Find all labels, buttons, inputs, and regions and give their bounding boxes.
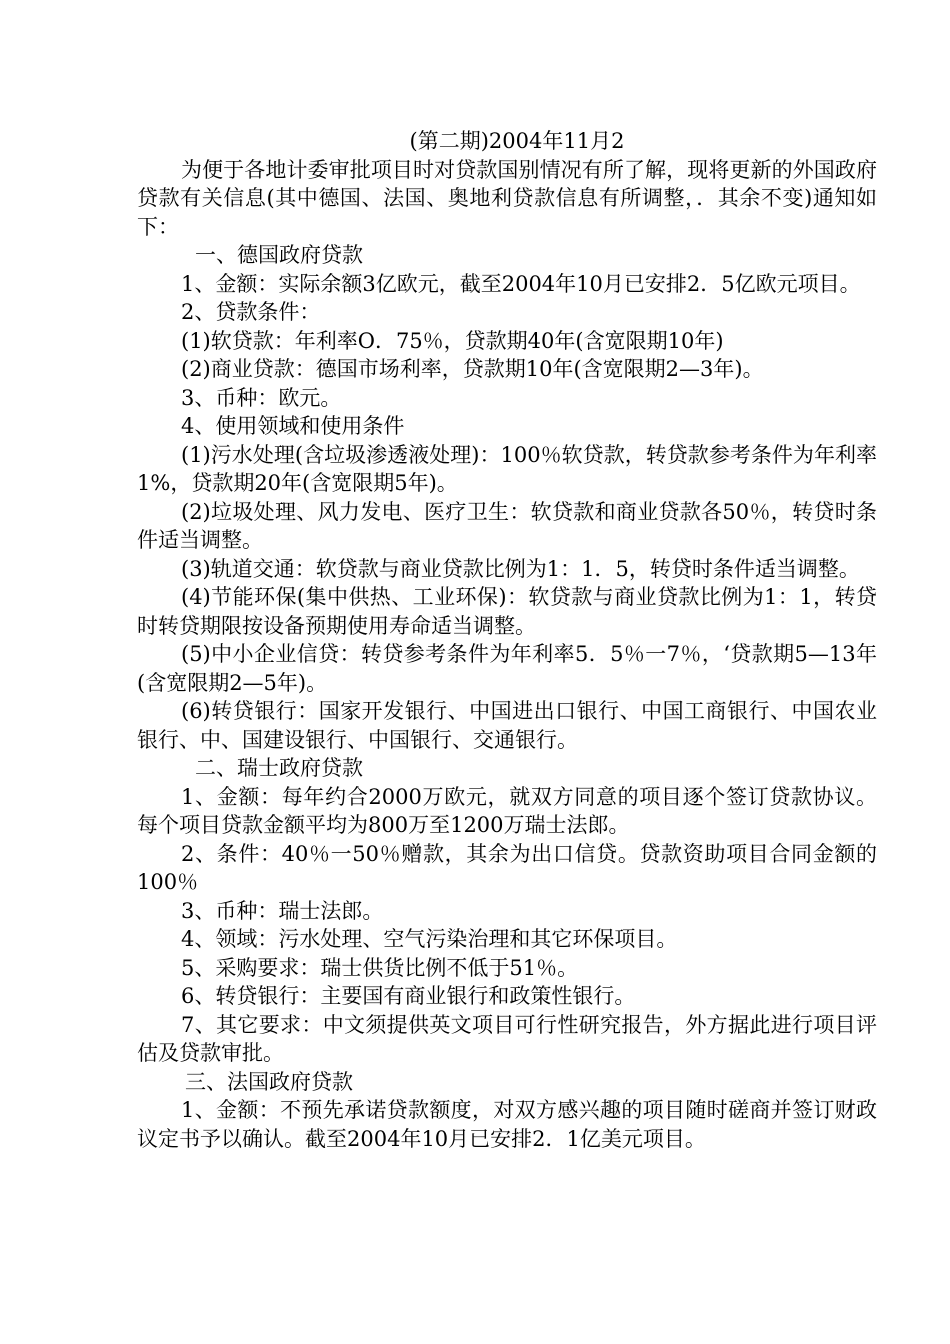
germany-amount: 1、金额：实际余额3亿欧元，截至2004年10月已安排2．5亿欧元项目。 [181, 271, 861, 296]
germany-sewage-treatment: (1)污水处理(含垃圾渗透液处理)：100％软贷款，转贷款参考条件为年利率1%，贷款期20年(含宽限期5年)。 [137, 442, 877, 495]
germany-commercial-loan: (2)商业贷款：德国市场利率，贷款期10年(含宽限期2—3年)。 [181, 357, 764, 381]
germany-loan-conditions: 2、贷款条件： [181, 300, 321, 324]
germany-waste-treatment: (2)垃圾处理、风力发电、医疗卫生：软贷款和商业贷款各50％，转贷时条件适当调整。 [137, 499, 877, 552]
germany-energy-saving: (4)节能环保(集中供热、工业环保)：软贷款与商业贷款比例为1：1，转贷时转贷期限按设备预期使用寿命适当调整。 [137, 585, 877, 638]
germany-soft-loan: (1)软贷款：年利率O．75％，贷款期40年(含宽限期10年) [181, 328, 724, 353]
germany-onlending-banks: (6)转贷银行：国家开发银行、中国进出口银行、中国工商银行、中国农业银行、中、国建设银行、中国银行、交通银行。 [137, 699, 877, 752]
swiss-currency: 3、币种：瑞士法郎。 [181, 898, 384, 923]
swiss-conditions: 2、条件：40％一50％赠款，其余为出口信贷。贷款资助项目合同金额的100％ [137, 841, 877, 894]
document-body [137, 127, 877, 1153]
section-heading-france: 三、法国政府贷款 [185, 1069, 353, 1094]
germany-rail-transit: (3)轨道交通：软贷款与商业贷款比例为1：1．5，转贷时条件适当调整。 [181, 556, 860, 581]
swiss-procurement: 5、采购要求：瑞士供货比例不低于51％。 [181, 955, 579, 980]
document-title: (第二期)2004年11月2 [409, 129, 625, 153]
germany-usage-fields: 4、使用领域和使用条件 [181, 414, 405, 438]
section-heading-switzerland: 二、瑞士政府贷款 [195, 756, 363, 780]
france-amount: 1、金额：不预先承诺贷款额度，对双方感兴趣的项目随时磋商并签订财政议定书予以确认。截至2004年10月已安排2．1亿美元项目。 [137, 1098, 877, 1151]
germany-sme-credit: (5)中小企业信贷：转贷参考条件为年利率5．5％一7％，‘贷款期5—13年(含宽限期2—5年)。 [137, 642, 877, 695]
swiss-amount: 1、金额：每年约合2000万欧元，就双方同意的项目逐个签订贷款协议。每个项目贷款金额平均为800万至1200万瑞士法郎。 [137, 784, 877, 837]
germany-currency: 3、币种：欧元。 [181, 385, 342, 410]
section-heading-germany: 一、德国政府贷款 [195, 243, 363, 267]
swiss-other-requirements: 7、其它要求：中文须提供英文项目可行性研究报告，外方据此进行项目评估及贷款审批。 [137, 1012, 877, 1065]
intro-paragraph: 为便于各地计委审批项目时对贷款国别情况有所了解，现将更新的外国政府贷款有关信息(其中德国、法国、奥地利贷款信息有所调整，．其余不变)通知如下： [137, 157, 877, 239]
swiss-onlending-banks: 6、转贷银行：主要国有商业银行和政策性银行。 [181, 984, 636, 1008]
swiss-fields: 4、领域：污水处理、空气污染治理和其它环保项目。 [181, 927, 678, 951]
